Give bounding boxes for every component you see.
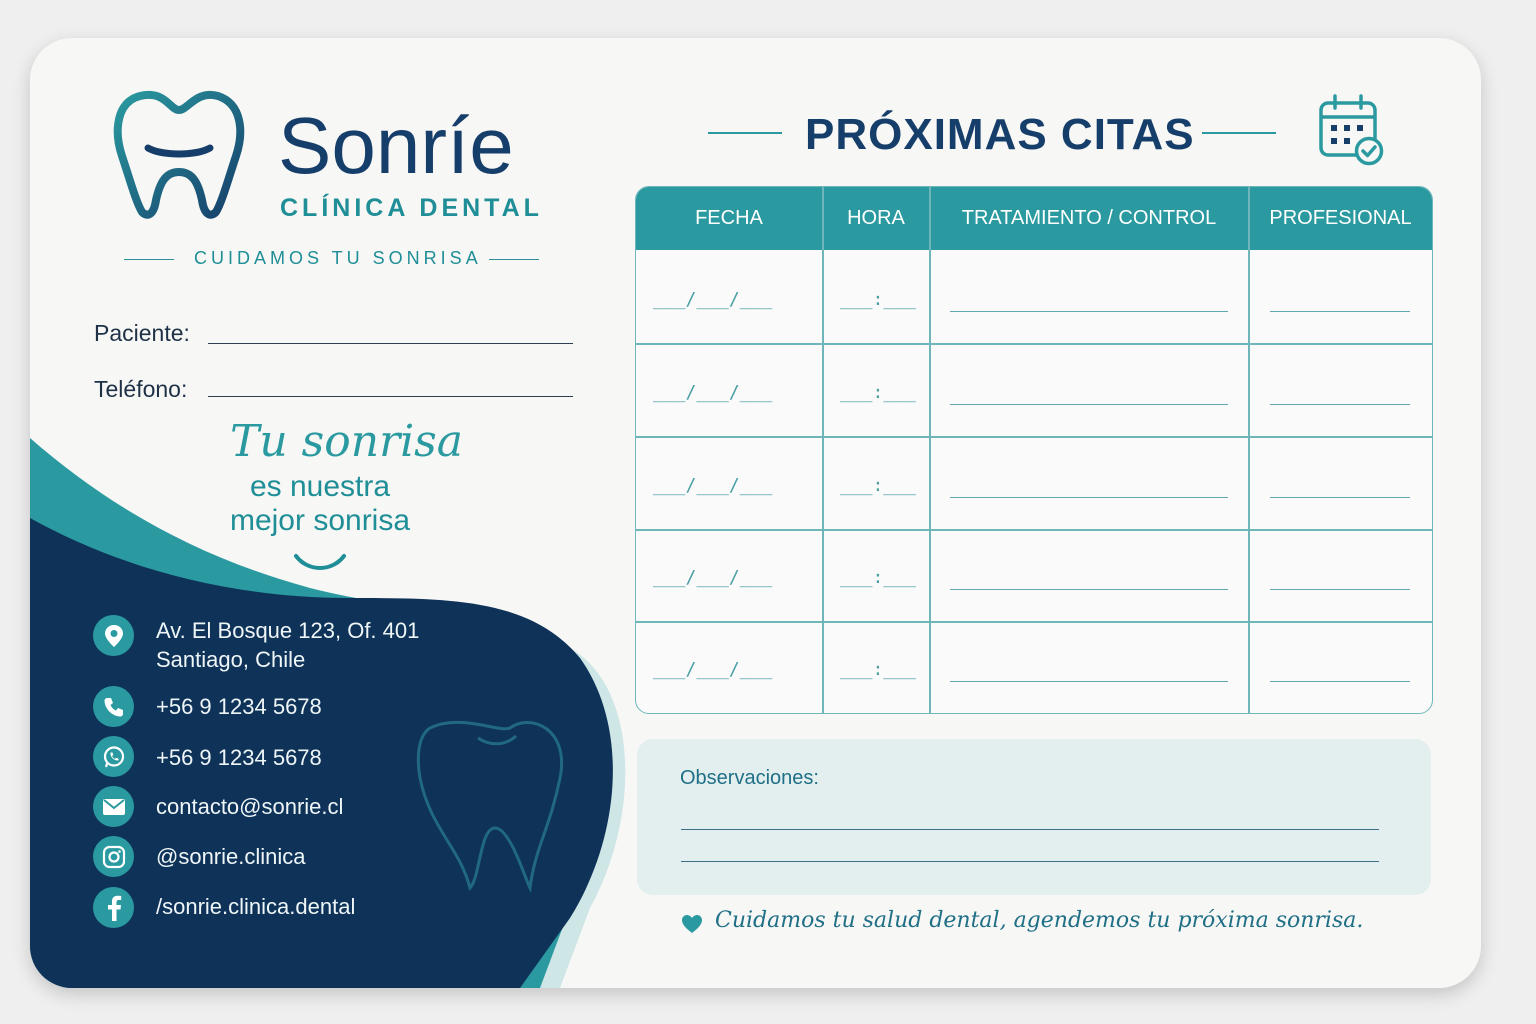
treatment-field[interactable]: [950, 311, 1228, 312]
observations-box: [637, 739, 1431, 895]
date-field[interactable]: ___/___/___: [653, 289, 773, 310]
treatment-field[interactable]: [950, 589, 1228, 590]
time-field[interactable]: ___:___: [840, 289, 916, 310]
whatsapp-icon: [93, 736, 134, 777]
treatment-field[interactable]: [950, 497, 1228, 498]
email-address[interactable]: contacto@sonrie.cl: [156, 794, 344, 819]
divider: [1248, 187, 1250, 713]
heart-icon: [681, 914, 703, 934]
column-header-time: HORA: [847, 207, 905, 229]
observations-field[interactable]: [681, 861, 1379, 862]
time-field[interactable]: ___:___: [840, 567, 916, 588]
instagram-icon: [93, 836, 134, 877]
professional-field[interactable]: [1270, 404, 1410, 405]
column-header-professional: PROFESIONAL: [1269, 207, 1412, 229]
date-field[interactable]: ___/___/___: [653, 382, 773, 403]
slogan-line-1: Tu sonrisa: [230, 416, 463, 467]
brand-tagline: CUIDAMOS TU SONRISA: [194, 248, 482, 268]
appointments-title: PRÓXIMAS CITAS: [805, 110, 1195, 159]
whatsapp-number[interactable]: +56 9 1234 5678: [156, 745, 322, 770]
professional-field[interactable]: [1270, 311, 1410, 312]
column-header-date: FECHA: [695, 207, 763, 229]
divider: [489, 259, 539, 260]
divider: [636, 621, 1432, 623]
date-field[interactable]: ___/___/___: [653, 475, 773, 496]
phone-icon: [93, 686, 134, 727]
slogan-line-2: es nuestra: [249, 470, 391, 503]
appointment-card: [30, 38, 1481, 988]
address-line-1: Av. El Bosque 123, Of. 401: [156, 618, 420, 643]
professional-field[interactable]: [1270, 497, 1410, 498]
divider: [124, 259, 174, 260]
slogan-line-3: mejor sonrisa: [229, 504, 411, 537]
column-header-treatment: TRATAMIENTO / CONTROL: [961, 207, 1217, 229]
tooth-logo-icon: [110, 90, 248, 220]
observations-label: Observaciones:: [680, 767, 819, 789]
professional-field[interactable]: [1270, 681, 1410, 682]
table-header: [636, 187, 1432, 250]
calendar-check-icon: [1318, 93, 1386, 167]
divider: [636, 529, 1432, 531]
brand-name: Sonríe: [278, 101, 514, 190]
date-field[interactable]: ___/___/___: [653, 567, 773, 588]
patient-name-field[interactable]: [208, 343, 573, 344]
treatment-field[interactable]: [950, 404, 1228, 405]
address-line-2: Santiago, Chile: [156, 647, 306, 672]
divider: [929, 187, 931, 713]
patient-phone-field[interactable]: [208, 396, 573, 397]
date-field[interactable]: ___/___/___: [653, 659, 773, 680]
brand-subtitle: CLÍNICA DENTAL: [280, 194, 543, 222]
appointments-table: [635, 186, 1433, 714]
phone-number[interactable]: +56 9 1234 5678: [156, 694, 322, 719]
time-field[interactable]: ___:___: [840, 382, 916, 403]
observations-field[interactable]: [681, 829, 1379, 830]
professional-field[interactable]: [1270, 589, 1410, 590]
patient-phone-label: Teléfono:: [94, 376, 188, 402]
treatment-field[interactable]: [950, 681, 1228, 682]
facebook-icon: [93, 887, 134, 928]
patient-name-label: Paciente:: [94, 320, 190, 346]
instagram-handle[interactable]: @sonrie.clinica: [156, 844, 306, 869]
footer-note: Cuidamos tu salud dental, agendemos tu próxima sonrisa.: [715, 908, 1364, 933]
smile-icon: [292, 550, 348, 572]
time-field[interactable]: ___:___: [840, 475, 916, 496]
divider: [636, 343, 1432, 345]
mail-icon: [93, 786, 134, 827]
time-field[interactable]: ___:___: [840, 659, 916, 680]
divider: [708, 132, 782, 134]
divider: [822, 187, 824, 713]
location-pin-icon: [93, 615, 134, 656]
divider: [1202, 132, 1276, 134]
facebook-page[interactable]: /sonrie.clinica.dental: [156, 894, 356, 919]
divider: [636, 436, 1432, 438]
